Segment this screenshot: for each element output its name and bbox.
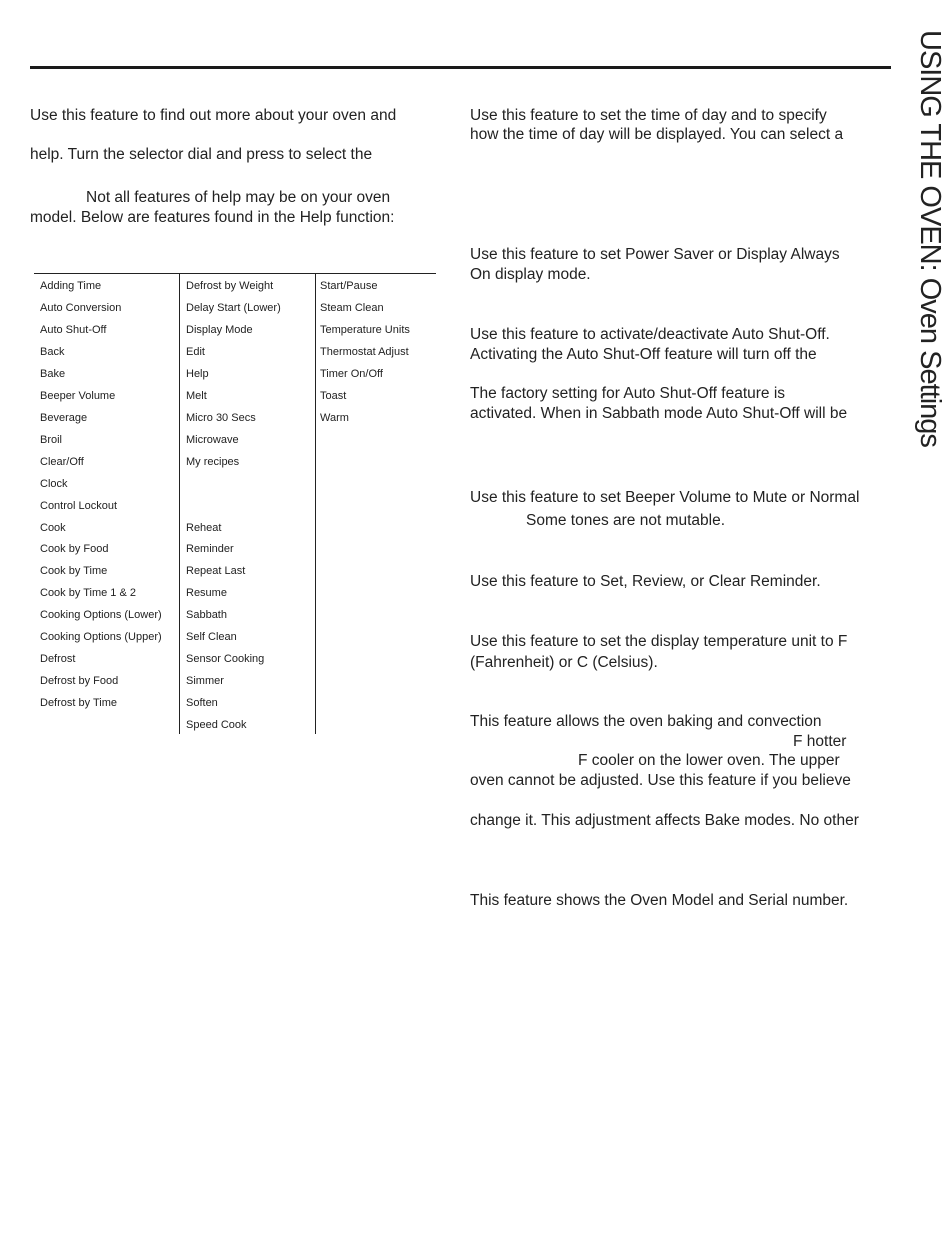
- help-feature-item: Adding Time: [40, 280, 102, 292]
- help-table-column-3: [314, 273, 436, 274]
- help-feature-item: Cooking Options (Upper): [40, 631, 162, 644]
- help-feature-item: Temperature Units: [320, 323, 410, 336]
- thermostat-text: This feature allows the oven baking and convection: [470, 713, 822, 730]
- help-feature-item: Timer On/Off: [320, 367, 383, 380]
- help-paragraph-line: Use this feature to find out more about your oven and: [30, 107, 397, 124]
- help-feature-item: Thermostat Adjust: [320, 345, 409, 358]
- auto-shutoff-text: Use this feature to activate/deactivate Auto Shut-Off.: [470, 326, 830, 343]
- help-feature-item: Reminder: [186, 543, 234, 556]
- help-table-column-1: [34, 273, 179, 274]
- header-rule: [30, 66, 891, 69]
- help-feature-item: Microwave: [186, 433, 239, 446]
- help-feature-item: Back: [40, 345, 65, 358]
- help-feature-item: Auto Conversion: [40, 301, 122, 314]
- help-feature-item: Self Clean: [186, 631, 237, 644]
- help-feature-item: Resume: [186, 587, 227, 600]
- help-feature-item: Clock: [40, 477, 68, 490]
- beeper-note: Some tones are not mutable.: [526, 512, 726, 529]
- thermostat-text: change it. This adjustment affects Bake modes. No other: [470, 812, 859, 829]
- help-feature-item: Steam Clean: [320, 301, 384, 314]
- clock-text: Use this feature to set the time of day and to specify: [470, 107, 827, 124]
- reminder-text: Use this feature to Set, Review, or Clear Reminder.: [470, 573, 821, 590]
- model-serial-text: This feature shows the Oven Model and Serial number.: [470, 892, 849, 909]
- section-title: USING THE OVEN: Oven Settings: [914, 30, 946, 447]
- help-feature-item: Cook by Food: [40, 543, 109, 556]
- help-feature-item: Delay Start (Lower): [186, 301, 281, 314]
- display-mode-text: On display mode.: [470, 266, 591, 283]
- temperature-units-text: Use this feature to set the display temperature unit to F: [470, 633, 848, 650]
- help-feature-item: Melt: [186, 389, 207, 402]
- clock-text: how the time of day will be displayed. You can select a: [470, 126, 844, 143]
- help-feature-item: Edit: [186, 345, 205, 358]
- help-feature-item: Micro 30 Secs: [186, 411, 256, 424]
- help-feature-item: Clear/Off: [40, 455, 84, 468]
- help-feature-item: Sabbath: [186, 609, 227, 622]
- help-feature-item: Toast: [320, 389, 347, 402]
- thermostat-text: oven cannot be adjusted. Use this feature if you believe: [470, 772, 851, 789]
- help-feature-item: Sensor Cooking: [186, 653, 265, 666]
- help-feature-item: Auto Shut-Off: [40, 323, 107, 336]
- thermostat-text: F hotter: [793, 733, 847, 750]
- help-feature-item: Cook: [40, 521, 66, 534]
- auto-shutoff-text: Activating the Auto Shut-Off feature will turn off the: [470, 346, 817, 363]
- help-feature-item: My recipes: [186, 455, 240, 468]
- display-mode-text: Use this feature to set Power Saver or Display Always: [470, 246, 840, 263]
- help-feature-item: Start/Pause: [320, 280, 378, 292]
- help-feature-item: Reheat: [186, 521, 222, 534]
- help-paragraph-line: help. Turn the selector dial and press to select the: [30, 146, 373, 163]
- help-note-line: Not all features of help may be on your oven: [86, 189, 391, 206]
- help-feature-item: Broil: [40, 433, 63, 446]
- help-feature-item: Defrost by Food: [40, 675, 119, 688]
- help-feature-item: Repeat Last: [186, 565, 246, 578]
- help-feature-item: Cook by Time 1 & 2: [40, 587, 136, 600]
- thermostat-text: F cooler on the lower oven. The upper: [578, 752, 840, 769]
- help-feature-item: Cooking Options (Lower): [40, 609, 162, 622]
- help-feature-item: Cook by Time: [40, 565, 108, 578]
- help-feature-item: Beverage: [40, 411, 88, 424]
- help-feature-item: Soften: [186, 697, 218, 709]
- help-feature-item: Simmer: [186, 675, 224, 688]
- auto-shutoff-text: activated. When in Sabbath mode Auto Shut-Off will be: [470, 405, 848, 422]
- help-feature-item: Defrost by Time: [40, 697, 118, 709]
- beeper-text: Use this feature to set Beeper Volume to Mute or Normal: [470, 489, 860, 506]
- help-feature-item: Defrost by Weight: [186, 280, 274, 292]
- auto-shutoff-text: The factory setting for Auto Shut-Off feature is: [470, 385, 786, 402]
- temperature-units-text: (Fahrenheit) or C (Celsius).: [470, 654, 658, 671]
- help-feature-item: Defrost: [40, 653, 76, 666]
- help-feature-item: Control Lockout: [40, 499, 118, 512]
- help-feature-item: Bake: [40, 367, 66, 380]
- help-paragraph-line: model. Below are features found in the Help function:: [30, 209, 395, 226]
- help-feature-item: Help: [186, 367, 209, 380]
- help-feature-item: Beeper Volume: [40, 389, 116, 402]
- help-feature-item: Warm: [320, 411, 349, 424]
- help-feature-item: Display Mode: [186, 323, 253, 336]
- help-feature-item: Speed Cook: [186, 719, 247, 731]
